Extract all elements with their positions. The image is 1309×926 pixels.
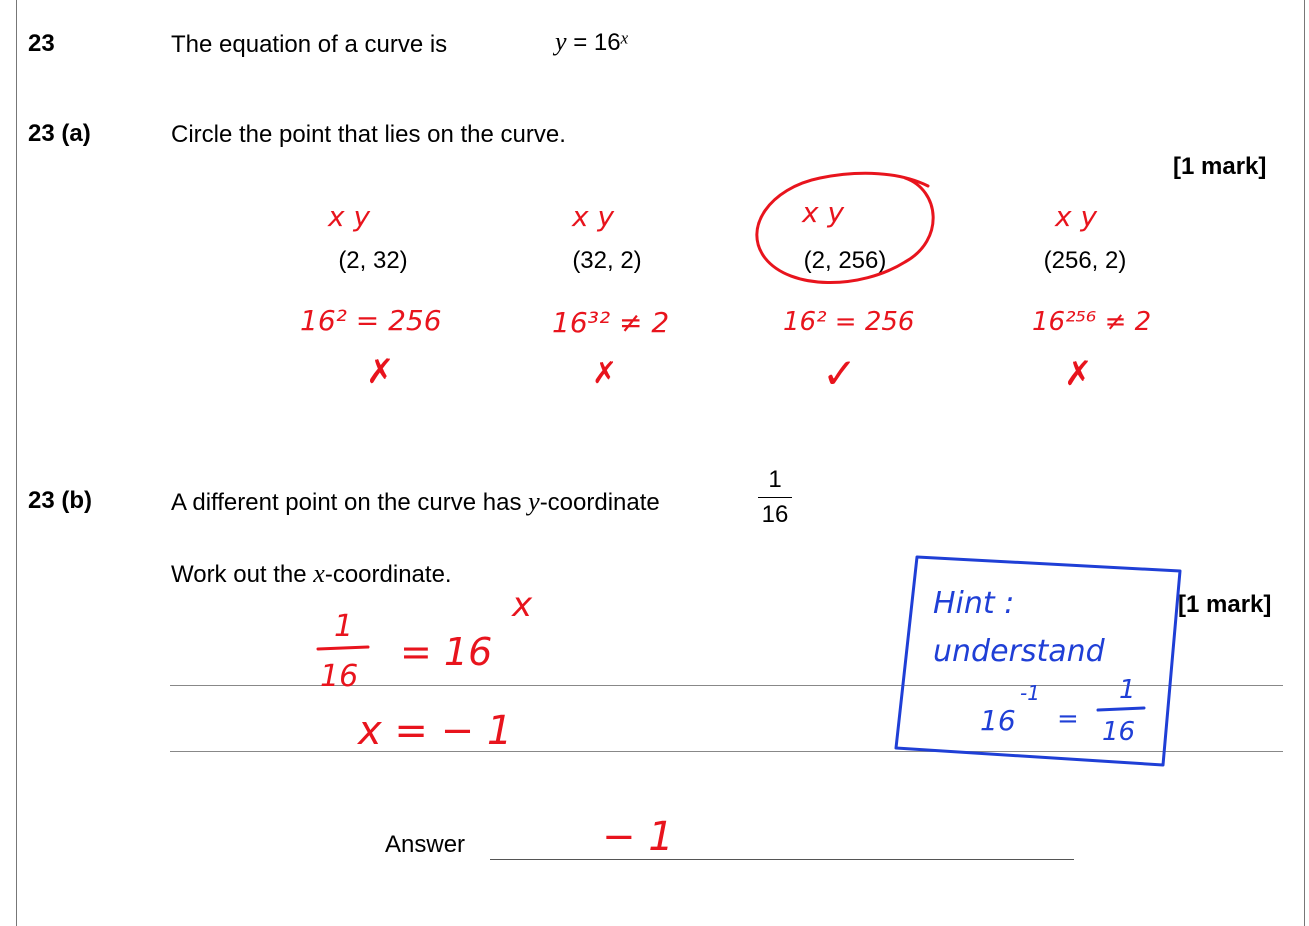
handwritten-answer: − 1 bbox=[602, 814, 674, 860]
option-point-3[interactable]: (2, 256) bbox=[803, 247, 887, 274]
fraction-numerator: 1 bbox=[768, 466, 782, 493]
work-b-denominator: 16 bbox=[320, 659, 359, 694]
part-b-work-before: Work out the bbox=[171, 561, 314, 588]
part-b-text-after: -coordinate bbox=[539, 489, 660, 516]
work-option-2: 16³² ≠ 2 bbox=[552, 306, 670, 339]
equation-y: y bbox=[555, 27, 567, 56]
work-b-exponent: x bbox=[512, 585, 533, 625]
work-b-solution: x = − 1 bbox=[358, 708, 513, 754]
option-point-4[interactable]: (256, 2) bbox=[1043, 247, 1127, 274]
cross-mark-4: ✗ bbox=[1064, 354, 1093, 394]
work-option-3: 16² = 256 bbox=[783, 307, 915, 337]
xy-label-3: x y bbox=[802, 196, 845, 229]
fraction-denominator: 16 bbox=[761, 501, 789, 528]
cross-mark-1: ✗ bbox=[366, 352, 395, 392]
part-a-marks: [1 mark] bbox=[1173, 153, 1267, 180]
hint-equals: = bbox=[1057, 704, 1079, 734]
part-b-var-y: y bbox=[528, 487, 540, 516]
question-number: 23 bbox=[28, 30, 55, 57]
xy-label-4: x y bbox=[1055, 200, 1098, 233]
work-b-rhs: = 16 bbox=[400, 630, 493, 674]
hint-fraction-numerator: 1 bbox=[1119, 675, 1136, 705]
hint-exponent: -1 bbox=[1020, 681, 1040, 705]
equation-exponent: x bbox=[620, 28, 629, 48]
part-b-work-after: -coordinate. bbox=[324, 561, 452, 588]
part-a-label: 23 (a) bbox=[28, 120, 91, 147]
hint-base: 16 bbox=[980, 704, 1016, 737]
xy-label-1: x y bbox=[328, 200, 371, 233]
check-mark: ✓ bbox=[822, 349, 858, 398]
option-point-2[interactable]: (32, 2) bbox=[572, 247, 642, 274]
part-b-marks: [1 mark] bbox=[1178, 591, 1272, 618]
work-b-numerator: 1 bbox=[334, 609, 354, 644]
equation-body: = 16 bbox=[566, 29, 621, 56]
hint-fraction-denominator: 16 bbox=[1102, 717, 1136, 747]
part-a-instruction: Circle the point that lies on the curve. bbox=[171, 121, 566, 148]
part-b-var-x: x bbox=[313, 559, 325, 588]
hint-title: Hint : bbox=[933, 586, 1015, 621]
work-option-4: 16²⁵⁶ ≠ 2 bbox=[1032, 307, 1152, 337]
part-b-text-before: A different point on the curve has bbox=[171, 489, 529, 516]
xy-label-2: x y bbox=[572, 200, 615, 233]
selection-circle bbox=[757, 173, 933, 282]
work-option-1: 16² = 256 bbox=[300, 304, 442, 337]
option-point-1[interactable]: (2, 32) bbox=[338, 247, 408, 274]
hint-word: understand bbox=[933, 634, 1105, 669]
question-stem: The equation of a curve is bbox=[171, 31, 448, 58]
cross-mark-2: ✗ bbox=[592, 356, 618, 391]
work-b-fraction-bar bbox=[318, 647, 368, 649]
part-b-label: 23 (b) bbox=[28, 487, 93, 514]
hint-fraction-bar bbox=[1098, 708, 1144, 710]
answer-label: Answer bbox=[385, 831, 466, 858]
